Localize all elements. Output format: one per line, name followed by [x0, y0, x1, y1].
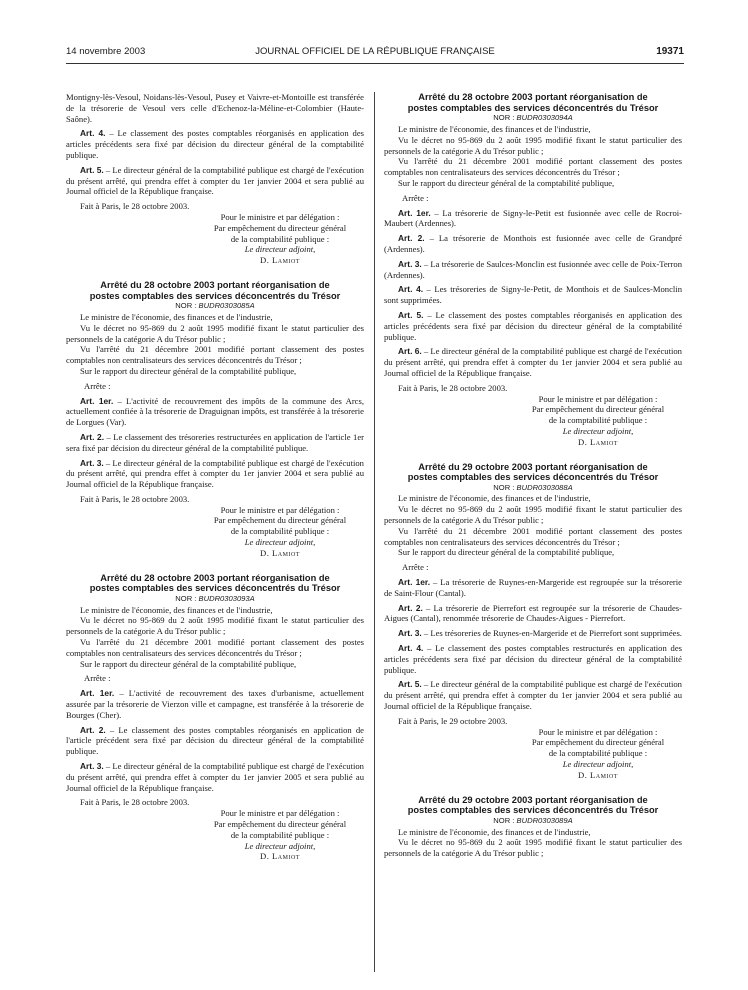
- nor-reference: [66, 301, 364, 312]
- article-label: Art. 3.: [398, 628, 422, 639]
- article-text: – La trésorerie de Signy-le-Petit est fusionnée avec celle de Rocroi-Maubert (Ardennes).: [384, 207, 682, 229]
- article-label: Art. 5.: [80, 164, 104, 175]
- signature-block: [384, 727, 682, 781]
- nor-label: NOR :: [493, 815, 515, 825]
- article-text: – Le classement des postes comptables réorganisés en application de l'article précédent sera fixé par décision du directeur général de la comptabilité publique.: [66, 724, 364, 757]
- column-divider: [374, 92, 375, 972]
- article-label: Art. 4.: [398, 284, 424, 295]
- arrete-heading: Arrête :: [402, 562, 429, 573]
- article-text: – Le directeur général de la comptabilité publique est chargé de l'exécution du présent arrêté, qui prendra effet à compter du 1er janvier 2004 et sera publié au Journal officiel de la République française.: [66, 164, 364, 197]
- nor-reference: [384, 113, 682, 124]
- article-text: – La trésorerie de Saulces-Monclin est fusionnée avec celle de Poix-Terron (Ardennes).: [384, 258, 682, 280]
- header-rule: [66, 63, 684, 64]
- article-text: – L'activité de recouvrement des impôts de la commune des Arcs, actuellement confiée à la trésorerie de Draguignan impôts, est transférée à la trésorerie de Lorgues (Var).: [66, 395, 364, 428]
- preamble-line: Le ministre de l'économie, des finances et de l'industrie,: [398, 123, 591, 134]
- article: [384, 628, 682, 639]
- signature-line: Pour le ministre et par délégation :: [220, 808, 340, 819]
- preamble-line: Le ministre de l'économie, des finances et de l'industrie,: [398, 826, 591, 837]
- signature-line: Le directeur adjoint,: [562, 425, 634, 436]
- signature-line: Le directeur adjoint,: [244, 840, 316, 851]
- article: [384, 233, 682, 255]
- preamble-line: Le ministre de l'économie, des finances et de l'industrie,: [80, 311, 273, 322]
- article: [384, 577, 682, 599]
- preamble-line: Vu l'arrêté du 21 décembre 2001 modifié portant classement des postes comptables non centralisateurs des services déconcentrés du Trésor ;: [384, 156, 682, 178]
- article-text: – Le directeur général de la comptabilité publique est chargé de l'exécution du présent arrêté, qui prendra effet à compter du 1er janvier 2004 et sera publié au Journal officiel de la République française.: [66, 457, 364, 490]
- arrete-heading: Arrête :: [402, 192, 429, 203]
- article: [66, 761, 364, 793]
- preamble-line: Le ministre de l'économie, des finances et de l'industrie,: [398, 493, 591, 504]
- article: [66, 725, 364, 757]
- signature-block: [66, 212, 364, 266]
- article-label: Art. 6.: [398, 346, 422, 357]
- article-text: – Le classement des trésoreries restructurées en application de l'article 1er sera fixé par décision du directeur général de la comptabilité publique.: [66, 431, 364, 453]
- nor-reference: [384, 816, 682, 827]
- decree-separator: [384, 448, 682, 462]
- article-label: Art. 1er.: [398, 207, 431, 218]
- decree-separator: [66, 266, 364, 280]
- signature-line: Par empêchement du directeur général: [531, 737, 665, 748]
- page-number: 19371: [656, 46, 684, 57]
- article: [384, 346, 682, 378]
- signature-line: Pour le ministre et par délégation :: [220, 211, 340, 222]
- signature-line: Pour le ministre et par délégation :: [538, 726, 658, 737]
- nor-label: NOR :: [175, 593, 197, 603]
- signature-date: Fait à Paris, le 29 octobre 2003.: [398, 715, 508, 726]
- right-column: [384, 92, 682, 859]
- signature-block: [66, 505, 364, 559]
- article: [384, 284, 682, 306]
- article-label: Art. 1er.: [80, 395, 114, 406]
- article: [66, 688, 364, 720]
- article: [384, 603, 682, 625]
- signature-line: de la comptabilité publique :: [230, 526, 330, 537]
- article-text: – Le classement des postes comptables réorganisés en application des articles précédents sera fixé par décision du directeur général de la comptabilité publique.: [66, 128, 364, 160]
- article-text: – La trésorerie de Pierrefort est regroupée sur la trésorerie de Chaudes-Aigues (Cantal), renommée trésorerie de Chaudes-Aigues - Pierrefort.: [384, 602, 682, 624]
- decree-title: Arrêté du 28 octobre 2003 portant réorganisation de postes comptables des services déconcentrés du Trésor: [407, 92, 659, 113]
- preamble-line: Vu l'arrêté du 21 décembre 2001 modifié portant classement des postes comptables non centralisateurs des services déconcentrés du Trésor ;: [66, 344, 364, 366]
- article-text: – Le directeur général de la comptabilité publique est chargé de l'exécution du présent arrêté, qui prendra effet à compter du 1er janvier 2004 et sera publié au Journal officiel de la République française.: [384, 679, 682, 712]
- nor-label: NOR :: [175, 301, 197, 311]
- article: [66, 396, 364, 428]
- article: [384, 259, 682, 281]
- signatory-name: D. Lamiot: [260, 851, 300, 862]
- article-label: Art. 3.: [80, 457, 104, 468]
- preamble-line: Sur le rapport du directeur général de la comptabilité publique,: [80, 658, 297, 669]
- signature-line: de la comptabilité publique :: [548, 748, 648, 759]
- article-label: Art. 2.: [398, 602, 423, 613]
- article-text: – La trésorerie de Monthois est fusionnée avec celle de Grandpré (Ardennes).: [384, 233, 682, 254]
- article-text: – La trésorerie de Ruynes-en-Margeride est regroupée sur la trésorerie de Saint-Flour (Cantal).: [384, 577, 682, 598]
- journal-title: JOURNAL OFFICIEL DE LA RÉPUBLIQUE FRANÇAISE: [255, 46, 495, 57]
- preamble-line: Vu l'arrêté du 21 décembre 2001 modifié portant classement des postes comptables non centralisateurs des services déconcentrés du Trésor ;: [384, 525, 682, 547]
- preamble-line: Le ministre de l'économie, des finances et de l'industrie,: [80, 604, 273, 615]
- signature-block: [66, 808, 364, 862]
- article-text: – Les trésoreries de Signy-le-Petit, de Monthois et de Saulces-Monclin sont supprimées.: [384, 284, 682, 306]
- decree-title: Arrêté du 28 octobre 2003 portant réorganisation de postes comptables des services déconcentrés du Trésor: [89, 572, 341, 594]
- arrete-heading: Arrête :: [84, 380, 111, 391]
- signature-date: Fait à Paris, le 28 octobre 2003.: [80, 493, 190, 504]
- signature-date: Fait à Paris, le 28 octobre 2003.: [398, 382, 508, 393]
- preamble-line: Vu le décret no 95-869 du 2 août 1995 modifié fixant le statut particulier des personnels de la catégorie A du Trésor public ;: [384, 504, 682, 526]
- preamble-line: Vu le décret no 95-869 du 2 août 1995 modifié fixant le statut particulier des personnels de la catégorie A du Trésor public ;: [66, 322, 364, 344]
- decree-separator: [66, 559, 364, 573]
- decree-title: Arrêté du 29 octobre 2003 portant réorganisation de postes comptables des services déconcentrés du Trésor: [407, 461, 659, 483]
- signature-line: de la comptabilité publique :: [548, 415, 648, 426]
- signature-line: Le directeur adjoint,: [244, 244, 316, 255]
- article: [384, 679, 682, 711]
- preamble-line: Vu le décret no 95-869 du 2 août 1995 modifié fixant le statut particulier des personnels de la catégorie A du Trésor public ;: [66, 615, 364, 637]
- nor-code: BUDR0303088A: [516, 482, 573, 492]
- nor-code: BUDR0303093A: [198, 593, 255, 603]
- article: [66, 432, 364, 454]
- continuation-text: Montigny-lès-Vesoul, Noidans-lès-Vesoul, Pusey et Vaivre-et-Montoille est transférée de la trésorerie de Vesoul vers celle d'Echenoz-la-Méline-et-Colombier (Haute-Saône).: [66, 92, 364, 124]
- signature-line: Par empêchement du directeur général: [213, 819, 347, 829]
- preamble-line: Sur le rapport du directeur général de la comptabilité publique,: [398, 547, 615, 558]
- article-label: Art. 2.: [80, 431, 105, 442]
- nor-label: NOR :: [493, 113, 515, 123]
- preamble-line: Vu le décret no 95-869 du 2 août 1995 modifié fixant le statut particulier des personnels de la catégorie A du Trésor public ;: [384, 134, 682, 156]
- article: [66, 165, 364, 197]
- article-label: Art. 2.: [80, 724, 106, 735]
- article-text: – L'activité de recouvrement des taxes d'urbanisme, actuellement assurée par la trésorerie de Vierzon ville et campagne, est transférée à la trésorerie de Bourges (Cher).: [66, 688, 364, 720]
- signature-line: Pour le ministre et par délégation :: [220, 504, 340, 515]
- preamble-line: Vu le décret no 95-869 du 2 août 1995 modifié fixant le statut particulier des personnels de la catégorie A du Trésor public ;: [384, 837, 682, 859]
- article-label: Art. 4.: [398, 643, 424, 654]
- preamble-line: Sur le rapport du directeur général de la comptabilité publique,: [80, 365, 297, 376]
- article-label: Art. 1er.: [398, 577, 431, 588]
- signatory-name: D. Lamiot: [578, 436, 618, 447]
- decree-title: Arrêté du 28 octobre 2003 portant réorganisation de postes comptables des services déconcentrés du Trésor: [89, 279, 341, 301]
- page-header: [66, 46, 684, 60]
- article-label: Art. 4.: [80, 128, 106, 139]
- article-text: – Le directeur général de la comptabilité publique est chargé de l'exécution du présent arrêté, qui prendra effet à compter du 1er janvier 2004 et sera publié au Journal officiel de la République française.: [384, 346, 682, 378]
- article: [384, 643, 682, 675]
- decree-separator: [384, 781, 682, 795]
- signatory-name: D. Lamiot: [578, 769, 618, 780]
- header-date: 14 novembre 2003: [66, 46, 146, 57]
- article-label: Art. 5.: [398, 679, 422, 690]
- signature-line: Le directeur adjoint,: [562, 759, 634, 770]
- article-label: Art. 3.: [80, 761, 104, 772]
- article: [384, 208, 682, 230]
- signatory-name: D. Lamiot: [260, 547, 300, 558]
- signature-line: Pour le ministre et par délégation :: [538, 393, 658, 404]
- signature-line: Le directeur adjoint,: [244, 537, 316, 548]
- signature-line: de la comptabilité publique :: [230, 233, 330, 244]
- article-text: – Le directeur général de la comptabilité publique est chargé de l'exécution du présent arrêté, qui prendra effet à compter du 1er janvier 2005 et sera publié au Journal officiel de la République française.: [66, 761, 364, 793]
- article-text: – Les trésoreries de Ruynes-en-Margeride et de Pierrefort sont supprimées.: [421, 628, 682, 639]
- article-label: Art. 1er.: [80, 688, 115, 699]
- signature-line: Par empêchement du directeur général: [213, 222, 347, 233]
- signature-block: [384, 394, 682, 448]
- nor-code: BUDR0303089A: [516, 815, 573, 825]
- article-label: Art. 5.: [398, 309, 424, 320]
- nor-label: NOR :: [493, 482, 515, 492]
- nor-code: BUDR0303085A: [198, 301, 255, 311]
- nor-reference: [384, 483, 682, 494]
- signature-line: Par empêchement du directeur général: [213, 515, 347, 526]
- decree-title: Arrêté du 29 octobre 2003 portant réorganisation de postes comptables des services déconcentrés du Trésor: [407, 794, 659, 816]
- article-label: Art. 3.: [398, 258, 422, 269]
- arrete-heading: Arrête :: [84, 673, 111, 684]
- article: [66, 128, 364, 160]
- signature-line: de la comptabilité publique :: [230, 829, 330, 840]
- article: [66, 458, 364, 490]
- article-label: Art. 2.: [398, 233, 425, 244]
- signature-line: Par empêchement du directeur général: [531, 404, 665, 415]
- article-text: – Le classement des postes comptables restructurés en application des articles précédents sera fixé par décision du directeur général de la comptabilité publique.: [384, 643, 682, 675]
- article: [384, 310, 682, 342]
- signature-date: Fait à Paris, le 28 octobre 2003.: [80, 797, 190, 808]
- left-column: [66, 92, 364, 862]
- signatory-name: D. Lamiot: [260, 255, 300, 266]
- article-text: – Le classement des postes comptables réorganisés en application des articles précédents sera fixé par décision du directeur général de la comptabilité publique.: [384, 309, 682, 342]
- nor-reference: [66, 594, 364, 605]
- signature-date: Fait à Paris, le 28 octobre 2003.: [80, 201, 190, 212]
- preamble-line: Vu l'arrêté du 21 décembre 2001 modifié portant classement des postes comptables non centralisateurs des services déconcentrés du Trésor ;: [66, 637, 364, 658]
- preamble-line: Sur le rapport du directeur général de la comptabilité publique,: [398, 177, 615, 188]
- nor-code: BUDR0303094A: [516, 113, 573, 123]
